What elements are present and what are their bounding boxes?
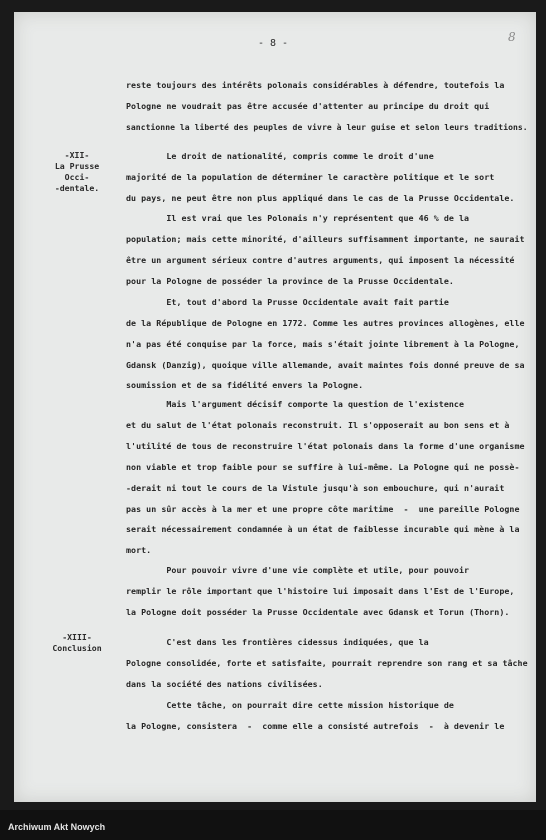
text-line: l'utilité de tous de reconstruire l'état polonais dans la forme d'une organisme <box>126 441 525 451</box>
text-line: être un argument sérieux contre d'autres arguments, qui imposent la nécessité <box>126 255 515 265</box>
text-line: C'est dans les frontières cidessus indiquées, que la <box>126 637 429 647</box>
text-line: remplir le rôle important que l'histoire lui imposait dans l'Est de l'Europe, <box>126 586 515 596</box>
text-line: Il est vrai que les Polonais n'y représentent que 46 % de la <box>126 213 470 223</box>
text-line: mort. <box>126 545 152 555</box>
text-line: et du salut de l'état polonais reconstruit. Il s'opposerait au bon sens et à <box>126 420 510 430</box>
section-number: -XII- <box>64 150 90 160</box>
text-line: Le droit de nationalité, compris comme le droit d'une <box>126 151 434 161</box>
text-line: du pays, ne peut être non plus appliqué dans le cas de la Prusse Occidentale. <box>126 193 515 203</box>
text-line: pour la Pologne de posséder la province de la Prusse Occidentale. <box>126 276 454 286</box>
text-line: Pour pouvoir vivre d'une vie complète et utile, pour pouvoir <box>126 565 470 575</box>
text-line: population; mais cette minorité, d'ailleurs suffisamment importante, ne saurait <box>126 234 525 244</box>
archive-name: Archiwum Akt Nowych <box>8 822 106 832</box>
text-line: -derait ni tout le cours de la Vistule jusqu'à son embouchure, qui n'aurait <box>126 483 505 493</box>
text-line: Pologne consolidée, forte et satisfaite, pourrait reprendre son rang et sa tâche <box>126 658 528 668</box>
text-line: sanctionne la liberté des peuples de vivre à leur guise et selon leurs traditions. <box>126 122 528 132</box>
text-line: majorité de la population de déterminer le caractère politique et le sort <box>126 172 495 182</box>
text-line: de la République de Pologne en 1772. Comme les autres provinces allogènes, elle <box>126 318 525 328</box>
text-line: non viable et trop faible pour se suffire à lui-même. La Pologne qui ne possè- <box>126 462 520 472</box>
pencil-page-number: 8 <box>508 30 516 44</box>
text-line: dans la société des nations civilisées. <box>126 679 323 689</box>
section-title-line: La Prusse Occi- <box>54 161 100 182</box>
section-heading-xiii <box>44 632 110 654</box>
text-line: Pologne ne voudrait pas être accusée d'attenter au principe du droit qui <box>126 101 490 111</box>
text-line: Mais l'argument décisif comporte la question de l'existence <box>126 399 465 409</box>
text-line: Gdansk (Danzig), quoique ville allemande, avait maintes fois donné preuve de sa <box>126 360 525 370</box>
text-line: reste toujours des intérêts polonais considérables à défendre, toutefois la <box>126 80 505 90</box>
text-line: Cette tâche, on pourrait dire cette mission historique de <box>126 700 454 710</box>
section-heading-xii <box>44 150 110 194</box>
text-line: la Pologne doit posséder la Prusse Occidentale avec Gdansk et Torun (Thorn). <box>126 607 510 617</box>
archive-footer <box>0 810 546 840</box>
text-line: n'a pas été conquise par la force, mais s'était jointe librement à la Pologne, <box>126 339 520 349</box>
text-line: pas un sûr accès à la mer et une propre côte maritime - une pareille Pologne <box>126 504 520 514</box>
text-line: Et, tout d'abord la Prusse Occidentale avait fait partie <box>126 297 449 307</box>
section-title-line: Conclusion <box>52 643 102 653</box>
section-number: -XIII- <box>62 632 92 642</box>
page-number: - 8 - <box>257 38 289 49</box>
section-title-line: -dentale. <box>54 183 100 193</box>
text-line: la Pologne, consistera - comme elle a consisté autrefois - à devenir le <box>126 721 505 731</box>
text-line: soumission et de sa fidélité envers la Pologne. <box>126 380 364 390</box>
text-line: serait nécessairement condamnée à un état de faiblesse incurable qui mène à la <box>126 524 520 534</box>
